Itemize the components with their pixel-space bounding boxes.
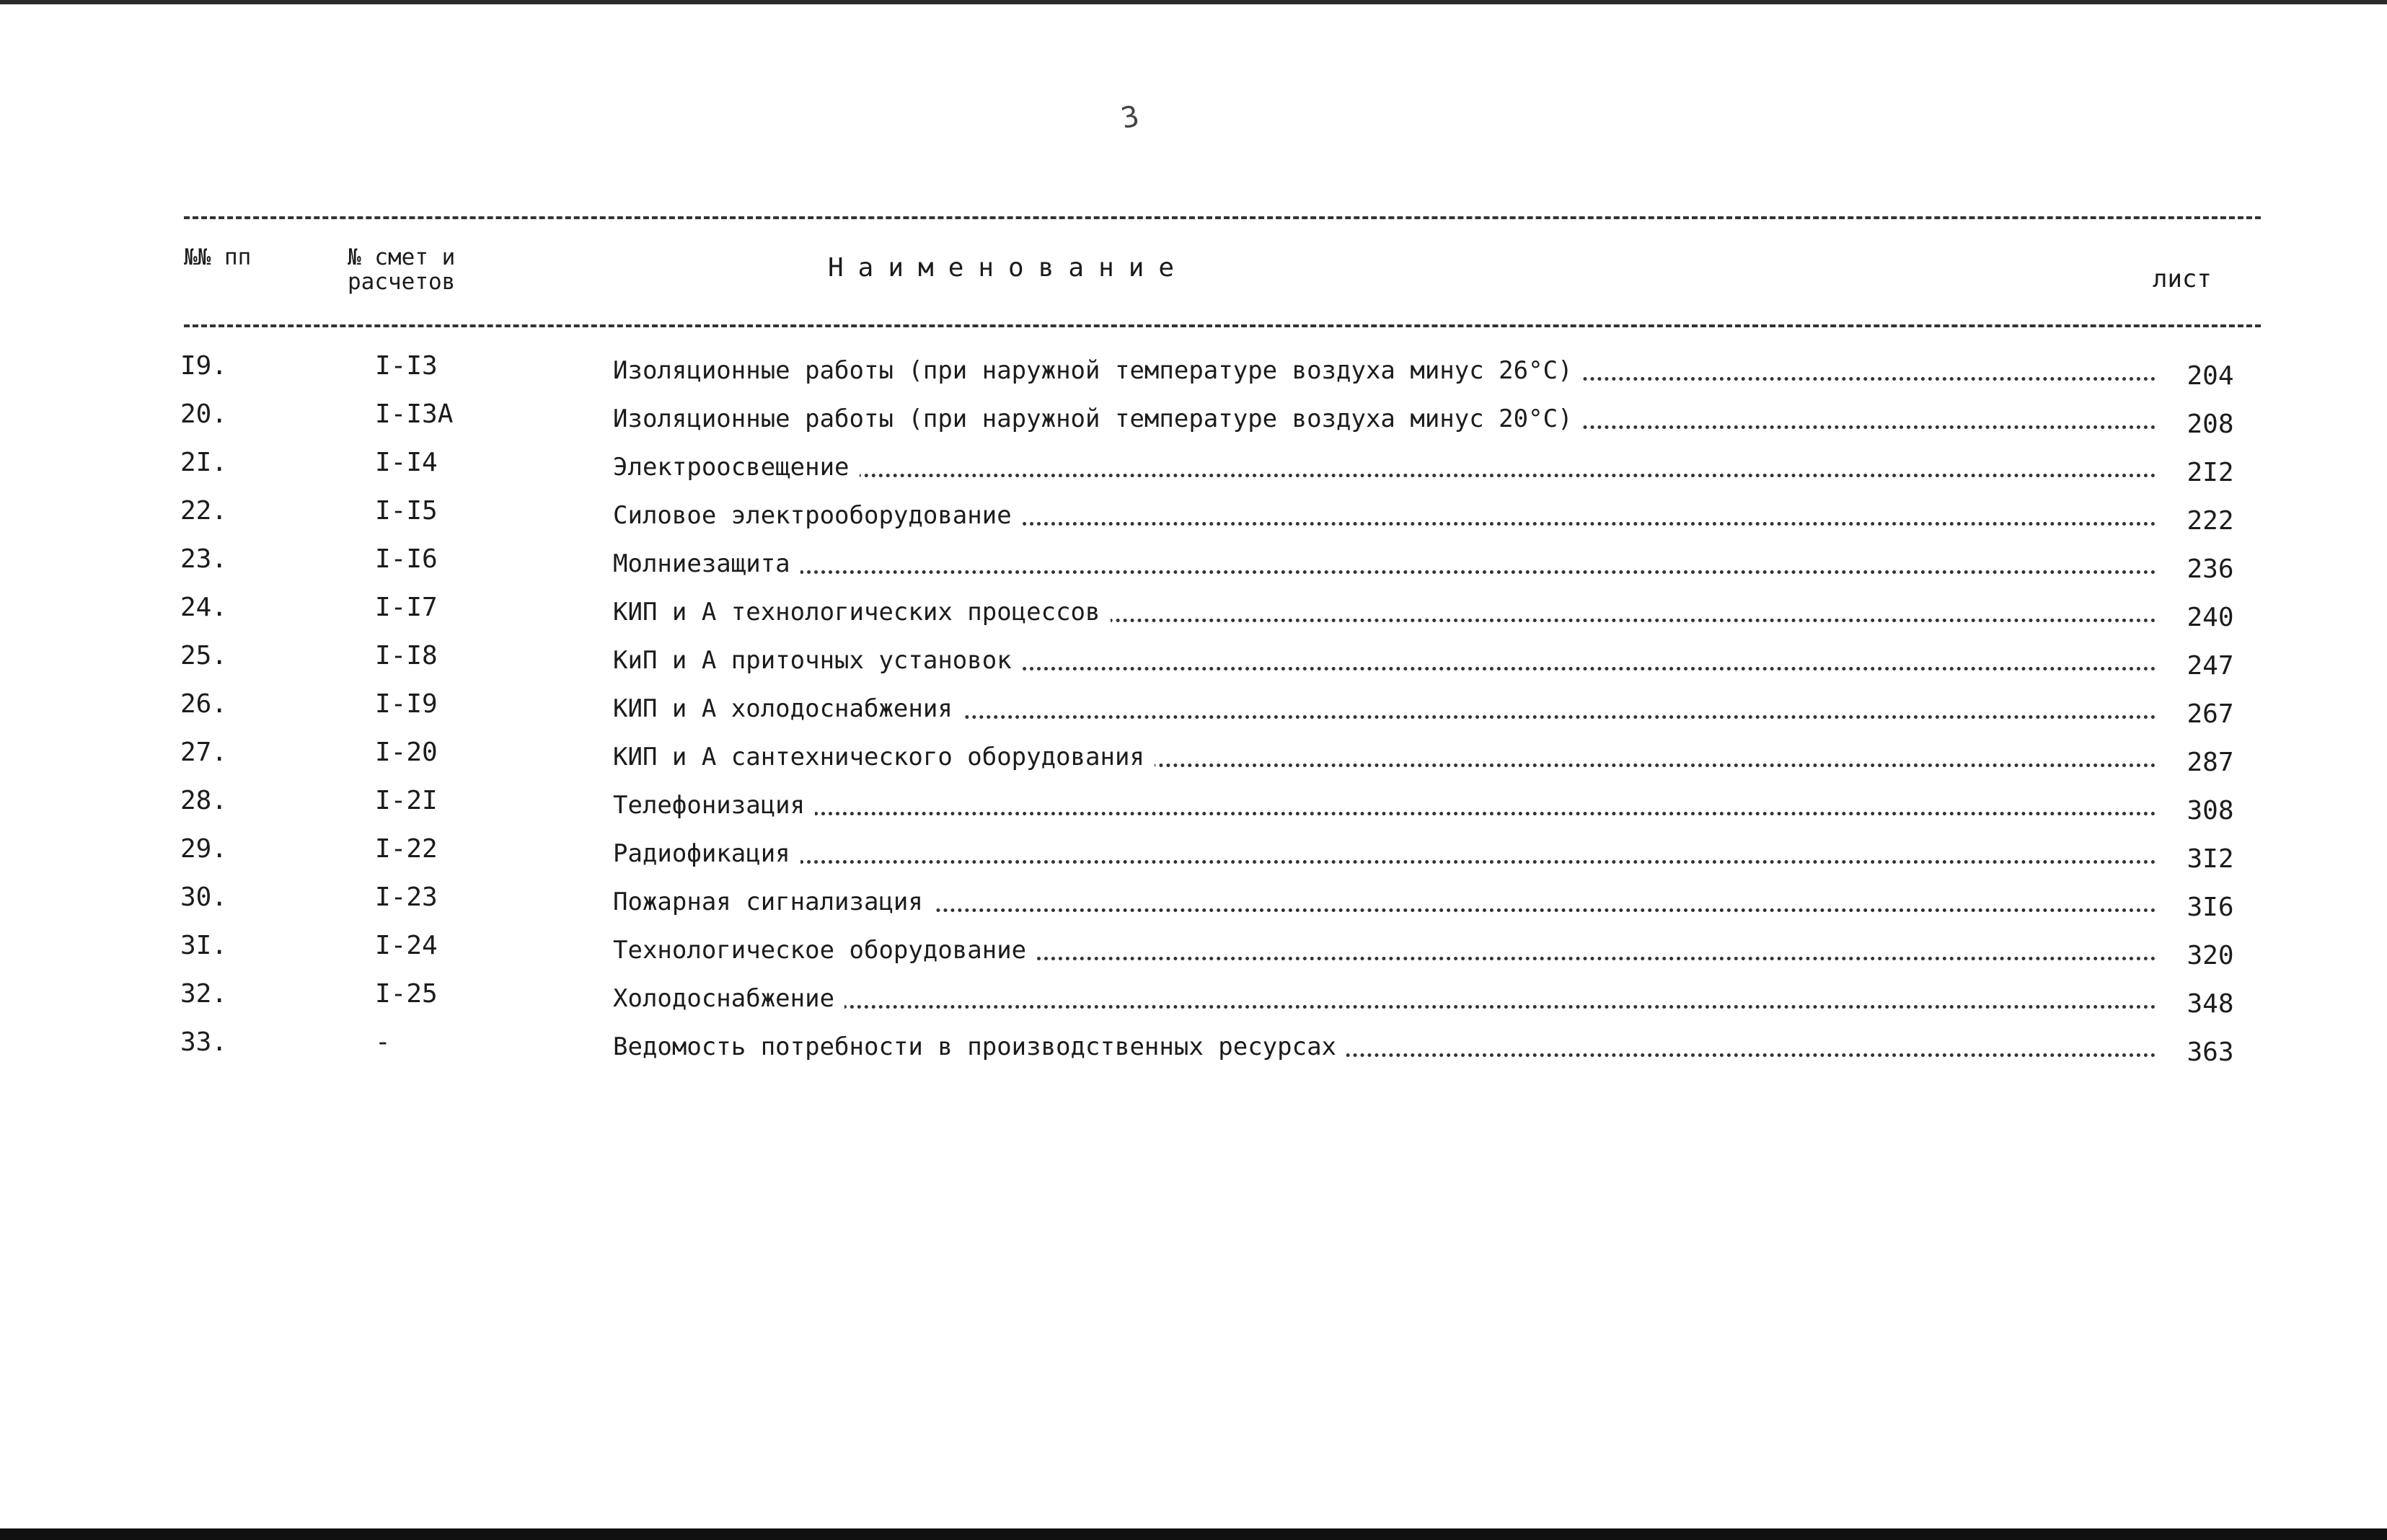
row-name: Телефонизация [613, 791, 815, 820]
table-row [173, 883, 2264, 931]
row-number: 2I. [180, 448, 228, 477]
row-name-cell [613, 356, 2236, 385]
row-name: Электроосвещение [613, 453, 860, 482]
row-estimate-code: I-22 [375, 834, 438, 864]
row-estimate-code: I-24 [375, 931, 438, 960]
dot-leader [613, 1005, 2156, 1009]
row-name-cell [613, 404, 2236, 433]
row-name: Ведомость потребности в производственных ресурсах [613, 1032, 1346, 1061]
table-row [173, 835, 2264, 883]
table-row [173, 787, 2264, 835]
header-num-column: №№ пп [184, 244, 252, 270]
row-name: Изоляционные работы (при наружной температуре воздуха минус 20°С) [613, 404, 1583, 433]
row-name-cell [613, 936, 2236, 965]
row-sheet-number: 204 [2187, 361, 2234, 391]
row-estimate-code: - [375, 1027, 391, 1057]
row-name-cell [613, 598, 2236, 627]
table-row [173, 642, 2264, 690]
row-name-cell [613, 743, 2236, 771]
table-row [173, 980, 2264, 1028]
table-body [173, 352, 2264, 1076]
row-name: Молниезащита [613, 549, 800, 578]
dot-leader [613, 570, 2156, 574]
row-name: КИП и А сантехнического оборудования [613, 743, 1155, 771]
row-estimate-code: I-I9 [375, 689, 438, 719]
row-number: 32. [180, 979, 228, 1009]
row-estimate-code: I-23 [375, 882, 438, 912]
row-name-cell [613, 1032, 2236, 1061]
row-number: 26. [180, 689, 228, 719]
row-number: 23. [180, 544, 228, 574]
row-name-cell [613, 694, 2236, 723]
table-row [173, 1028, 2264, 1076]
page-bottom-edge [0, 1528, 2387, 1540]
table-row [173, 738, 2264, 787]
row-name: Технологическое оборудование [613, 936, 1036, 965]
row-number: 28. [180, 786, 228, 815]
row-number: I9. [180, 351, 228, 381]
row-number: 22. [180, 496, 228, 526]
row-name-cell [613, 501, 2236, 530]
row-name-cell [613, 549, 2236, 578]
row-number: 25. [180, 641, 228, 671]
row-name: Холодоснабжение [613, 984, 844, 1013]
row-estimate-code: I-I5 [375, 496, 438, 526]
row-sheet-number: 240 [2187, 603, 2234, 632]
table-row [173, 931, 2264, 980]
row-sheet-number: 320 [2187, 941, 2234, 970]
row-name: КИП и А технологических процессов [613, 598, 1111, 627]
row-sheet-number: 247 [2187, 651, 2234, 681]
row-sheet-number: 236 [2187, 554, 2234, 584]
row-sheet-number: 308 [2187, 796, 2234, 826]
row-sheet-number: 348 [2187, 989, 2234, 1019]
table-row [173, 352, 2264, 400]
table-header-rule [184, 324, 2261, 327]
row-name: КиП и А приточных установок [613, 646, 1022, 675]
row-number: 24. [180, 593, 228, 622]
row-sheet-number: 363 [2187, 1037, 2234, 1067]
row-estimate-code: I-I6 [375, 544, 438, 574]
table-row [173, 400, 2264, 448]
row-name-cell [613, 453, 2236, 482]
row-estimate-code: I-I3 [375, 351, 438, 381]
row-number: 3I. [180, 931, 228, 960]
table-row [173, 497, 2264, 545]
row-name: Пожарная сигнализация [613, 888, 933, 916]
row-name: Изоляционные работы (при наружной температуре воздуха минус 26°С) [613, 356, 1583, 385]
row-name-cell [613, 839, 2236, 868]
row-name-cell [613, 984, 2236, 1013]
row-sheet-number: 3I2 [2187, 844, 2234, 874]
row-sheet-number: 222 [2187, 506, 2234, 536]
table-row [173, 545, 2264, 593]
row-estimate-code: I-I3А [375, 399, 454, 429]
row-name: КИП и А холодоснабжения [613, 694, 963, 723]
row-name: Силовое электрооборудование [613, 501, 1022, 530]
row-number: 33. [180, 1027, 228, 1057]
row-estimate-code: I-I4 [375, 448, 438, 477]
header-sheet-column: лист [2153, 265, 2212, 293]
page-number-mark: 3 [1118, 99, 1142, 136]
table-top-rule [184, 216, 2261, 219]
dot-leader [613, 860, 2156, 864]
row-number: 30. [180, 882, 228, 912]
row-estimate-code: I-25 [375, 979, 438, 1009]
row-sheet-number: 287 [2187, 748, 2234, 777]
table-row [173, 593, 2264, 642]
row-name-cell [613, 791, 2236, 820]
header-code-column: № смет и расчетов [348, 244, 456, 295]
row-estimate-code: I-I8 [375, 641, 438, 671]
row-number: 20. [180, 399, 228, 429]
row-sheet-number: 267 [2187, 699, 2234, 729]
row-sheet-number: 208 [2187, 410, 2234, 439]
row-name-cell [613, 888, 2236, 916]
row-estimate-code: I-2I [375, 786, 438, 815]
row-name: Радиофикация [613, 839, 800, 868]
page-top-edge [0, 0, 2387, 4]
row-estimate-code: I-20 [375, 738, 438, 767]
table-row [173, 690, 2264, 738]
dot-leader [613, 812, 2156, 815]
table-row [173, 448, 2264, 497]
row-sheet-number: 2I2 [2187, 458, 2234, 487]
row-name-cell [613, 646, 2236, 675]
row-number: 27. [180, 738, 228, 767]
header-name-column: Наименование [828, 253, 1189, 283]
row-number: 29. [180, 834, 228, 864]
row-sheet-number: 3I6 [2187, 893, 2234, 922]
row-estimate-code: I-I7 [375, 593, 438, 622]
